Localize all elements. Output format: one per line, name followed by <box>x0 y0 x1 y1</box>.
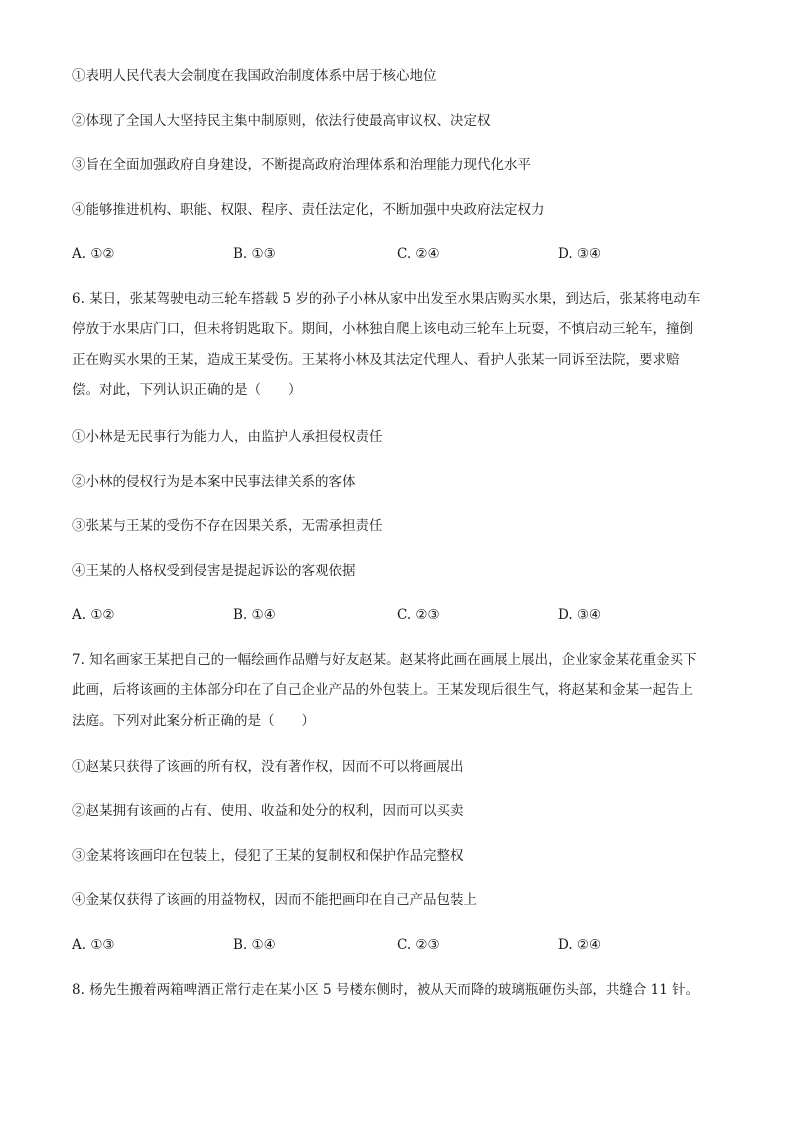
q5-option-b: B. ①③ <box>233 246 276 262</box>
q7-statement-3: ③金某将该画印在包装上，侵犯了王某的复制权和保护作品完整权 <box>72 848 464 864</box>
q7-stem-line-3: 法庭。下列对此案分析正确的是（ ） <box>72 713 315 729</box>
q7-options <box>72 935 712 955</box>
q6-option-a: A. ①② <box>72 607 115 623</box>
q7-statement-2: ②赵某拥有该画的占有、使用、收益和处分的权利，因而可以买卖 <box>72 803 464 819</box>
q6-stem-line-1: 6. 某日，张某驾驶电动三轮车搭载 5 岁的孙子小林从家中出发至水果店购买水果，到达后，张某将电动车 <box>72 291 701 307</box>
q6-statement-2: ②小林的侵权行为是本案中民事法律关系的客体 <box>72 474 356 490</box>
q7-statement-4: ④金某仅获得了该画的用益物权，因而不能把画印在自己产品包装上 <box>72 892 477 908</box>
q5-option-c: C. ②④ <box>397 246 440 262</box>
q5-options <box>72 244 712 264</box>
q7-statement-1: ①赵某只获得了该画的所有权，没有著作权，因而不可以将画展出 <box>72 759 464 775</box>
q5-statement-3: ③旨在全面加强政府自身建设，不断提高政府治理体系和治理能力现代化水平 <box>72 157 531 173</box>
q8-stem-line-1: 8. 杨先生搬着两箱啤酒正常行走在某小区 5 号楼东侧时，被从天而降的玻璃瓶砸伤头部，共缝合 11 针。 <box>72 982 700 998</box>
q6-option-d: D. ③④ <box>558 607 602 623</box>
q5-statement-1: ①表明人民代表大会制度在我国政治制度体系中居于核心地位 <box>72 68 437 84</box>
q6-stem-line-3: 正在购买水果的王某，造成王某受伤。王某将小林及其法定代理人、看护人张某一同诉至法院，要求赔 <box>72 352 680 368</box>
q5-statement-4: ④能够推进机构、职能、权限、程序、责任法定化，不断加强中央政府法定权力 <box>72 202 545 218</box>
q5-option-a: A. ①② <box>72 246 115 262</box>
q6-statement-4: ④王某的人格权受到侵害是提起诉讼的客观依据 <box>72 563 356 579</box>
q7-option-d: D. ②④ <box>558 937 602 953</box>
q6-statement-1: ①小林是无民事行为能力人，由监护人承担侵权责任 <box>72 429 383 445</box>
q7-option-c: C. ②③ <box>397 937 440 953</box>
q7-stem-line-1: 7. 知名画家王某把自己的一幅绘画作品赠与好友赵某。赵某将此画在画展上展出，企业家金某花重金买下 <box>72 652 697 668</box>
q7-option-a: A. ①③ <box>72 937 115 953</box>
q7-stem-line-2: 此画，后将该画的主体部分印在了自己企业产品的外包装上。王某发现后很生气，将赵某和金某一起告上 <box>72 682 693 698</box>
q6-statement-3: ③张某与王某的受伤不存在因果关系，无需承担责任 <box>72 518 383 534</box>
q5-statement-2: ②体现了全国人大坚持民主集中制原则，依法行使最高审议权、决定权 <box>72 113 491 129</box>
q6-options <box>72 605 712 625</box>
q6-option-b: B. ①④ <box>233 607 276 623</box>
q6-option-c: C. ②③ <box>397 607 440 623</box>
q7-option-b: B. ①④ <box>233 937 276 953</box>
q6-stem-line-4: 偿。对此，下列认识正确的是（ ） <box>72 382 302 398</box>
q6-stem-line-2: 停放于水果店门口，但未将钥匙取下。期间，小林独自爬上该电动三轮车上玩耍，不慎启动三轮车，撞倒 <box>72 321 693 337</box>
q5-option-d: D. ③④ <box>558 246 602 262</box>
